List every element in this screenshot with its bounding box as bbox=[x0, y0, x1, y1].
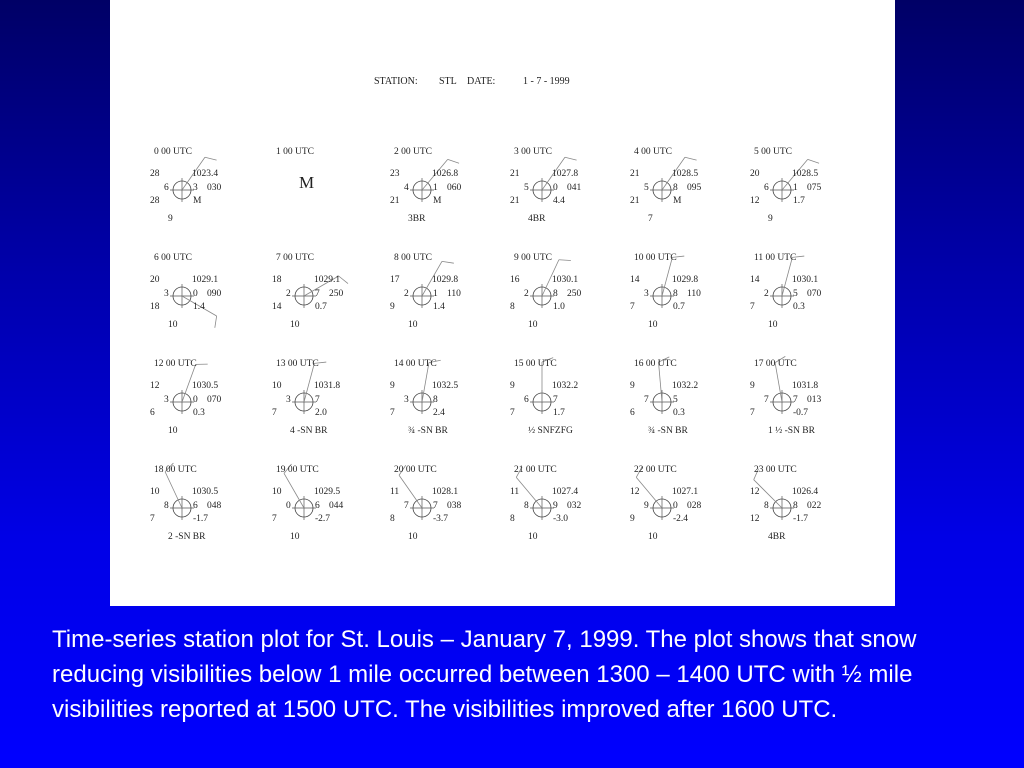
pressure-change: 1.4 bbox=[433, 302, 445, 312]
temperature: 20 bbox=[150, 275, 160, 285]
cloud-cover-left: 3 bbox=[404, 395, 409, 405]
station-plot bbox=[630, 254, 742, 354]
pressure: 1023.4 bbox=[192, 169, 219, 179]
dewpoint: 21 bbox=[510, 196, 520, 206]
cloud-cover-left: 2 bbox=[404, 289, 409, 299]
wind-direction: 070 bbox=[807, 289, 822, 299]
dewpoint: 6 bbox=[150, 408, 155, 418]
pressure: 1032.2 bbox=[672, 381, 699, 391]
pressure-tendency: 5 bbox=[673, 395, 678, 405]
visibility-weather: 4BR bbox=[768, 532, 786, 542]
station-plot bbox=[750, 148, 862, 248]
station-plot bbox=[390, 254, 502, 354]
visibility-weather: 4 -SN BR bbox=[290, 426, 328, 436]
obs-time: 10 00 UTC bbox=[634, 253, 677, 263]
wind-direction: 075 bbox=[807, 183, 822, 193]
pressure-tendency: 8 bbox=[673, 289, 678, 299]
cloud-cover-left: 8 bbox=[524, 501, 529, 511]
pressure: 1029.1 bbox=[192, 275, 219, 285]
pressure-tendency: 0 bbox=[193, 289, 198, 299]
station-plot bbox=[750, 360, 862, 460]
visibility-weather: 2 -SN BR bbox=[168, 532, 206, 542]
visibility-weather: 3BR bbox=[408, 214, 426, 224]
pressure-change: 1.7 bbox=[793, 196, 805, 206]
dewpoint: 6 bbox=[630, 408, 635, 418]
pressure-tendency: 1 bbox=[433, 183, 438, 193]
cloud-cover-left: 5 bbox=[524, 183, 529, 193]
cloud-cover-left: 3 bbox=[164, 395, 169, 405]
temperature: 9 bbox=[750, 381, 755, 391]
dewpoint: 7 bbox=[390, 408, 395, 418]
pressure: 1027.4 bbox=[552, 487, 579, 497]
pressure-tendency: 8 bbox=[433, 395, 438, 405]
dewpoint: 7 bbox=[272, 408, 277, 418]
cloud-cover-left: 5 bbox=[644, 183, 649, 193]
dewpoint: 7 bbox=[150, 514, 155, 524]
pressure-tendency: 0 bbox=[553, 183, 558, 193]
dewpoint: 18 bbox=[150, 302, 160, 312]
pressure-tendency: 7 bbox=[433, 501, 438, 511]
obs-time: 19 00 UTC bbox=[276, 465, 319, 475]
dewpoint: 21 bbox=[630, 196, 640, 206]
obs-time: 11 00 UTC bbox=[754, 253, 797, 263]
visibility-weather: ½ SNFZFG bbox=[528, 426, 573, 436]
dewpoint: 12 bbox=[750, 196, 760, 206]
temperature: 9 bbox=[510, 381, 515, 391]
dewpoint: 8 bbox=[510, 514, 515, 524]
obs-time: 4 00 UTC bbox=[634, 147, 672, 157]
pressure-tendency: 7 bbox=[553, 395, 558, 405]
pressure-tendency: 3 bbox=[193, 183, 198, 193]
obs-time: 6 00 UTC bbox=[154, 253, 192, 263]
dewpoint: 7 bbox=[272, 514, 277, 524]
pressure-change: 0.3 bbox=[193, 408, 205, 418]
pressure-change: -0.7 bbox=[793, 408, 809, 418]
date-value: 1 - 7 - 1999 bbox=[523, 76, 570, 87]
cloud-cover-left: 7 bbox=[764, 395, 769, 405]
cloud-cover-left: 2 bbox=[764, 289, 769, 299]
pressure: 1029.1 bbox=[314, 275, 341, 285]
pressure: 1027.8 bbox=[552, 169, 579, 179]
pressure: 1026.4 bbox=[792, 487, 819, 497]
pressure-change: M bbox=[673, 196, 682, 206]
cloud-cover-left: 6 bbox=[764, 183, 769, 193]
dewpoint: 7 bbox=[510, 408, 515, 418]
wind-direction: 110 bbox=[687, 289, 701, 299]
obs-time: 12 00 UTC bbox=[154, 359, 197, 369]
pressure-tendency: 1 bbox=[433, 289, 438, 299]
temperature: 10 bbox=[272, 381, 282, 391]
temperature: 14 bbox=[630, 275, 640, 285]
pressure-change: 2.4 bbox=[433, 408, 445, 418]
obs-time: 16 00 UTC bbox=[634, 359, 677, 369]
pressure: 1032.5 bbox=[432, 381, 459, 391]
pressure-tendency: 0 bbox=[673, 501, 678, 511]
dewpoint: 7 bbox=[750, 302, 755, 312]
pressure-change: 0.7 bbox=[673, 302, 685, 312]
dewpoint: 7 bbox=[750, 408, 755, 418]
wind-direction: 060 bbox=[447, 183, 462, 193]
pressure-change: 2.0 bbox=[315, 408, 327, 418]
pressure-change: -3.7 bbox=[433, 514, 449, 524]
station-plot bbox=[510, 254, 622, 354]
dewpoint: 21 bbox=[390, 196, 400, 206]
visibility-weather: 9 bbox=[168, 214, 173, 224]
visibility-weather: 10 bbox=[290, 532, 300, 542]
obs-time: 9 00 UTC bbox=[514, 253, 552, 263]
temperature: 20 bbox=[750, 169, 760, 179]
obs-time: 20 00 UTC bbox=[394, 465, 437, 475]
wind-direction: 095 bbox=[687, 183, 702, 193]
date-label: DATE: bbox=[467, 76, 496, 87]
pressure: 1030.5 bbox=[192, 381, 219, 391]
pressure-tendency: 9 bbox=[553, 501, 558, 511]
wind-direction: 044 bbox=[329, 501, 344, 511]
wind-direction: 022 bbox=[807, 501, 822, 511]
temperature: 10 bbox=[150, 487, 160, 497]
visibility-weather: 10 bbox=[528, 320, 538, 330]
obs-time: 1 00 UTC bbox=[276, 147, 314, 157]
obs-time: 5 00 UTC bbox=[754, 147, 792, 157]
pressure: 1028.5 bbox=[672, 169, 699, 179]
pressure-change: -1.7 bbox=[793, 514, 809, 524]
station-plot bbox=[150, 254, 262, 354]
pressure: 1030.1 bbox=[792, 275, 819, 285]
pressure-change: -1.7 bbox=[193, 514, 209, 524]
cloud-cover-left: 3 bbox=[644, 289, 649, 299]
wind-direction: 250 bbox=[329, 289, 344, 299]
temperature: 23 bbox=[390, 169, 400, 179]
visibility-weather: 10 bbox=[408, 532, 418, 542]
temperature: 28 bbox=[150, 169, 160, 179]
station-plot bbox=[390, 466, 502, 566]
obs-time: 18 00 UTC bbox=[154, 465, 197, 475]
pressure-change: M bbox=[433, 196, 442, 206]
visibility-weather: 7 bbox=[648, 214, 653, 224]
pressure: 1029.8 bbox=[432, 275, 459, 285]
station-plot bbox=[390, 360, 502, 460]
pressure-change: -2.4 bbox=[673, 514, 689, 524]
station-plot bbox=[630, 466, 742, 566]
cloud-cover-left: 4 bbox=[404, 183, 409, 193]
pressure-change: -2.7 bbox=[315, 514, 331, 524]
dewpoint: 9 bbox=[630, 514, 635, 524]
cloud-cover-left: 7 bbox=[644, 395, 649, 405]
station-plot bbox=[390, 148, 502, 248]
wind-direction: 070 bbox=[207, 395, 222, 405]
visibility-weather: ¾ -SN BR bbox=[408, 426, 448, 436]
dewpoint: 14 bbox=[272, 302, 282, 312]
wind-direction: 013 bbox=[807, 395, 822, 405]
visibility-weather: ¾ -SN BR bbox=[648, 426, 688, 436]
pressure-tendency: 7 bbox=[315, 289, 320, 299]
temperature: 16 bbox=[510, 275, 520, 285]
temperature: 14 bbox=[750, 275, 760, 285]
temperature: 9 bbox=[630, 381, 635, 391]
pressure-tendency: 5 bbox=[793, 289, 798, 299]
wind-direction: 041 bbox=[567, 183, 582, 193]
pressure: 1030.1 bbox=[552, 275, 579, 285]
dewpoint: 28 bbox=[150, 196, 160, 206]
station-plot bbox=[272, 254, 384, 354]
cloud-cover-left: 2 bbox=[286, 289, 291, 299]
pressure: 1026.8 bbox=[432, 169, 459, 179]
temperature: 21 bbox=[510, 169, 520, 179]
station-plot bbox=[750, 254, 862, 354]
pressure-change: 0.3 bbox=[673, 408, 685, 418]
cloud-cover-left: 6 bbox=[164, 183, 169, 193]
temperature: 12 bbox=[630, 487, 640, 497]
cloud-cover-left: 8 bbox=[164, 501, 169, 511]
pressure-tendency: 0 bbox=[193, 395, 198, 405]
dewpoint: 8 bbox=[510, 302, 515, 312]
pressure-change: M bbox=[193, 196, 202, 206]
visibility-weather: 10 bbox=[768, 320, 778, 330]
pressure: 1030.5 bbox=[192, 487, 219, 497]
temperature: 18 bbox=[272, 275, 282, 285]
cloud-cover-left: 7 bbox=[404, 501, 409, 511]
wind-direction: 030 bbox=[207, 183, 222, 193]
cloud-cover-left: 2 bbox=[524, 289, 529, 299]
obs-time: 21 00 UTC bbox=[514, 465, 557, 475]
obs-time: 0 00 UTC bbox=[154, 147, 192, 157]
obs-time: 3 00 UTC bbox=[514, 147, 552, 157]
pressure-tendency: 6 bbox=[193, 501, 198, 511]
visibility-weather: 10 bbox=[408, 320, 418, 330]
visibility-weather: 10 bbox=[168, 426, 178, 436]
temperature: 12 bbox=[750, 487, 760, 497]
cloud-cover-left: 6 bbox=[524, 395, 529, 405]
slide-caption: Time-series station plot for St. Louis – January 7, 1999. The plot shows that snow reducing visibilities below 1 mile occurred between 1300 – 1400 UTC with ½ mile visibilities reported at 1500 UTC. The visibilities improved after 1600 UTC. bbox=[52, 626, 917, 723]
pressure-tendency: 7 bbox=[315, 395, 320, 405]
station-plot bbox=[272, 466, 384, 566]
obs-time: 13 00 UTC bbox=[276, 359, 319, 369]
station-id: STL bbox=[439, 76, 457, 87]
obs-time: 7 00 UTC bbox=[276, 253, 314, 263]
station-plot bbox=[150, 148, 262, 248]
obs-time: 17 00 UTC bbox=[754, 359, 797, 369]
cloud-cover-left: 3 bbox=[164, 289, 169, 299]
pressure-change: 1.7 bbox=[553, 408, 565, 418]
station-plot bbox=[510, 360, 622, 460]
temperature: 11 bbox=[390, 487, 400, 497]
temperature: 17 bbox=[390, 275, 400, 285]
wind-direction: 048 bbox=[207, 501, 222, 511]
pressure-change: 1.0 bbox=[553, 302, 565, 312]
dewpoint: 7 bbox=[630, 302, 635, 312]
temperature: 12 bbox=[150, 381, 160, 391]
wind-direction: 110 bbox=[447, 289, 461, 299]
wind-direction: 028 bbox=[687, 501, 702, 511]
temperature: 9 bbox=[390, 381, 395, 391]
obs-time: 15 00 UTC bbox=[514, 359, 557, 369]
visibility-weather: 1 ½ -SN BR bbox=[768, 426, 815, 436]
cloud-cover-left: 0 bbox=[286, 501, 291, 511]
temperature: 11 bbox=[510, 487, 520, 497]
pressure-tendency: 6 bbox=[315, 501, 320, 511]
temperature: 21 bbox=[630, 169, 640, 179]
missing-marker: M bbox=[299, 173, 315, 192]
dewpoint: 8 bbox=[390, 514, 395, 524]
visibility-weather: 10 bbox=[290, 320, 300, 330]
pressure-change: 0.7 bbox=[315, 302, 327, 312]
visibility-weather: 10 bbox=[528, 532, 538, 542]
pressure: 1031.8 bbox=[792, 381, 819, 391]
station-label: STATION: bbox=[374, 76, 418, 87]
station-plot bbox=[510, 466, 622, 566]
pressure-tendency: 8 bbox=[673, 183, 678, 193]
cloud-cover-left: 9 bbox=[644, 501, 649, 511]
station-plot-panel bbox=[110, 0, 895, 606]
dewpoint: 9 bbox=[390, 302, 395, 312]
station-plot bbox=[150, 360, 262, 460]
obs-time: 8 00 UTC bbox=[394, 253, 432, 263]
station-plot bbox=[150, 466, 262, 566]
dewpoint: 12 bbox=[750, 514, 760, 524]
cloud-cover-left: 3 bbox=[286, 395, 291, 405]
pressure: 1031.8 bbox=[314, 381, 341, 391]
obs-time: 14 00 UTC bbox=[394, 359, 437, 369]
visibility-weather: 10 bbox=[168, 320, 178, 330]
station-plot bbox=[630, 148, 742, 248]
pressure: 1029.5 bbox=[314, 487, 341, 497]
pressure-change: 1.4 bbox=[193, 302, 205, 312]
pressure-tendency: 7 bbox=[793, 395, 798, 405]
cloud-cover-left: 8 bbox=[764, 501, 769, 511]
pressure: 1027.1 bbox=[672, 487, 699, 497]
wind-direction: 250 bbox=[567, 289, 582, 299]
temperature: 10 bbox=[272, 487, 282, 497]
pressure-tendency: 1 bbox=[793, 183, 798, 193]
wind-direction: 090 bbox=[207, 289, 222, 299]
station-plot bbox=[510, 148, 622, 248]
pressure-tendency: 8 bbox=[793, 501, 798, 511]
station-plot bbox=[750, 466, 862, 566]
visibility-weather: 10 bbox=[648, 320, 658, 330]
pressure: 1028.5 bbox=[792, 169, 819, 179]
obs-time: 22 00 UTC bbox=[634, 465, 677, 475]
station-plot bbox=[630, 360, 742, 460]
wind-direction: 038 bbox=[447, 501, 462, 511]
station-plot bbox=[272, 148, 384, 248]
pressure-change: -3.0 bbox=[553, 514, 569, 524]
pressure-change: 0.3 bbox=[793, 302, 805, 312]
visibility-weather: 4BR bbox=[528, 214, 546, 224]
visibility-weather: 9 bbox=[768, 214, 773, 224]
visibility-weather: 10 bbox=[648, 532, 658, 542]
station-plot bbox=[272, 360, 384, 460]
obs-time: 23 00 UTC bbox=[754, 465, 797, 475]
pressure: 1028.1 bbox=[432, 487, 459, 497]
obs-time: 2 00 UTC bbox=[394, 147, 432, 157]
pressure: 1029.8 bbox=[672, 275, 699, 285]
wind-direction: 032 bbox=[567, 501, 582, 511]
pressure-tendency: 8 bbox=[553, 289, 558, 299]
pressure: 1032.2 bbox=[552, 381, 579, 391]
pressure-change: 4.4 bbox=[553, 196, 565, 206]
